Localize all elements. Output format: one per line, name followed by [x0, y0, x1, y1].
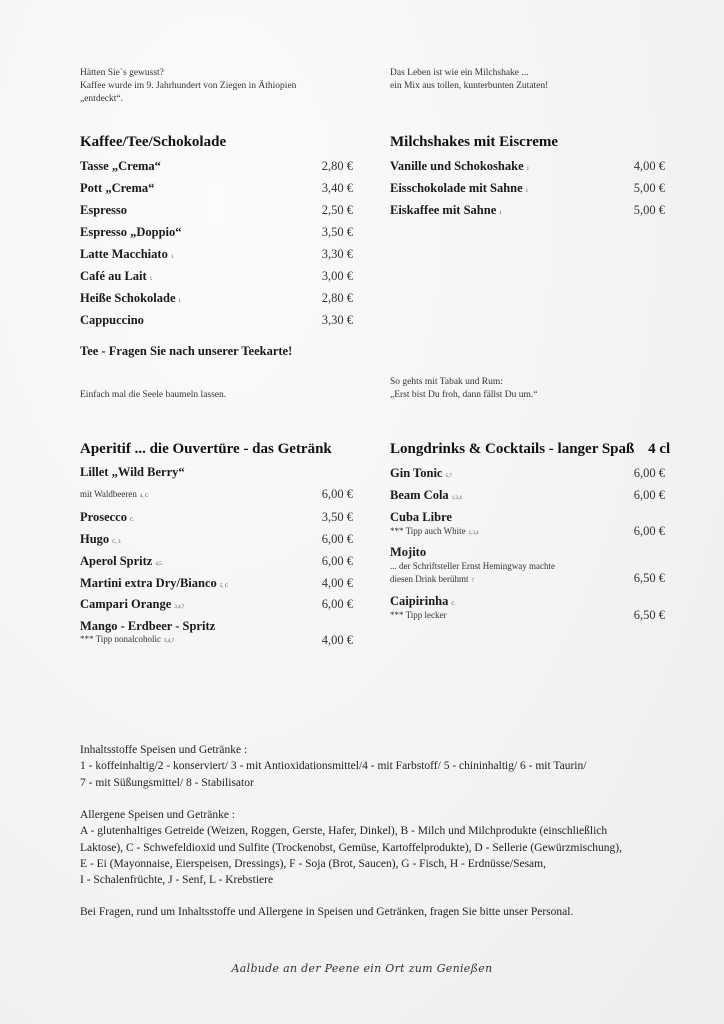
item-price: 2,80 €: [321, 159, 353, 173]
item-name-text: Espresso: [80, 203, 128, 217]
quote-line: So gehts mit Tabak und Rum:: [390, 377, 503, 387]
inhalt-title: Inhaltsstoffe Speisen und Getränke :: [80, 744, 248, 756]
menu-item-name: [390, 466, 452, 481]
item-price: 2,80 €: [321, 291, 353, 305]
item-name-text: Vanille und Schokoshake: [390, 159, 524, 173]
item-additive-codes: C, 3: [112, 540, 121, 545]
menu-item-name: [390, 488, 462, 503]
footer-slogan: Aalbude an der Peene ein Ort zum Genießen: [231, 962, 493, 975]
menu-item-name: [80, 619, 215, 634]
item-name-text: Aperol Spritz: [80, 554, 153, 568]
quote-left: Einfach mal die Seele baumeln lassen.: [80, 390, 227, 400]
item-price: 5,00 €: [633, 203, 665, 217]
item-price: 3,00 €: [321, 269, 353, 283]
item-price: 3,50 €: [321, 510, 353, 524]
section-title-kaffee: Kaffee/Tee/Schokolade: [80, 134, 227, 150]
item-price: 4,00 €: [321, 576, 353, 590]
intro-line: ein Mix aus tollen, kunterbunten Zutaten!: [390, 81, 549, 91]
item-name-text: Mojito: [390, 545, 427, 559]
item-additive-codes: 1,3,4: [451, 496, 462, 501]
item-note-text: diesen Drink berühmt: [390, 574, 469, 584]
menu-item-name: [390, 594, 455, 609]
item-name-text: Heiße Schokolade: [80, 291, 176, 305]
item-price: 6,00 €: [321, 554, 353, 568]
item-additive-codes: 1: [149, 277, 153, 282]
intro-line: Hätten Sie`s gewusst?: [80, 68, 164, 78]
menu-item-note: [80, 634, 174, 644]
item-price: 3,40 €: [321, 181, 353, 195]
menu-item-name: [390, 510, 452, 525]
longdrinks-unit: 4 cl: [648, 441, 671, 457]
item-name-text: Mango - Erdbeer - Spritz: [80, 619, 216, 633]
menu-item-name: [80, 313, 144, 328]
allergene-title: Allergene Speisen und Getränke :: [80, 809, 235, 821]
item-note-text: mit Waldbeeren: [80, 489, 137, 499]
menu-item-name: [80, 203, 127, 218]
item-note-text: *** Tipp nonalcoholic: [80, 634, 162, 644]
menu-item-note: [390, 610, 447, 620]
item-additive-codes: 3,4,7: [174, 605, 185, 610]
menu-item-note: [390, 561, 555, 571]
item-price: 6,00 €: [633, 524, 665, 538]
item-name-text: Tasse „Crema“: [80, 159, 161, 173]
item-name-text: Lillet „Wild Berry“: [80, 465, 185, 479]
menu-item-name: [390, 545, 426, 560]
intro-line: „entdeckt“.: [80, 94, 123, 104]
item-price: 3,30 €: [321, 247, 353, 261]
inhalt-line: 1 - koffeinhaltig/2 - konserviert/ 3 - mit Antioxidationsmittel/4 - mit Farbstoff/ 5 - chininhaltig/ 6 - mit Taurin/: [80, 760, 587, 773]
item-price: 4,00 €: [321, 633, 353, 647]
intro-line: Kaffee wurde im 9. Jahrhundert von Ziegen in Äthiopien: [80, 81, 297, 91]
item-name-text: Hugo: [80, 532, 110, 546]
item-additive-codes: 1: [170, 255, 174, 260]
menu-item-name: [390, 203, 502, 218]
item-price: 5,00 €: [633, 181, 665, 195]
item-additive-codes: C: [451, 602, 455, 607]
item-name-text: Prosecco: [80, 510, 127, 524]
item-price: 2,50 €: [321, 203, 353, 217]
section-title-longdrinks: [390, 441, 670, 458]
allergene-line: I - Schalenfrüchte, J - Senf, L - Krebstiere: [80, 874, 274, 887]
menu-item-name: [80, 291, 181, 306]
item-name-text: Eisschokolade mit Sahne: [390, 181, 523, 195]
item-name-text: Beam Cola: [390, 488, 449, 502]
item-additive-codes: 5,7: [445, 474, 452, 479]
item-name-text: Cappuccino: [80, 313, 144, 327]
item-additive-codes: 4,5: [155, 562, 162, 567]
section-title-aperitif: Aperitif ... die Ouvertüre - das Getränk: [80, 441, 332, 457]
item-name-text: Espresso „Doppio“: [80, 225, 182, 239]
item-additive-codes: 5, C: [219, 584, 229, 589]
intro-right: [390, 67, 548, 93]
item-price: 6,50 €: [633, 608, 665, 622]
item-note-text: ... der Schriftsteller Ernst Hemingway machte: [390, 561, 555, 571]
item-price: 3,50 €: [321, 225, 353, 239]
inhaltsstoffe-block: [80, 742, 586, 791]
inhalt-line: 7 - mit Süßungsmittel/ 8 - Stabilisator: [80, 776, 254, 789]
item-price: 6,50 €: [633, 571, 665, 585]
allergene-block: [80, 807, 622, 888]
item-additive-codes: 1: [178, 299, 181, 304]
item-name-text: Pott „Crema“: [80, 181, 155, 195]
item-price: 4,00 €: [633, 159, 665, 173]
item-name-text: Latte Macchiato: [80, 247, 168, 261]
quote-line: „Erst bist Du froh, dann fällst Du um.“: [390, 390, 538, 400]
item-additive-codes: 3,4,7: [164, 639, 175, 644]
item-name-text: Caipirinha: [390, 594, 449, 608]
menu-item-note: [390, 574, 474, 584]
longdrinks-title-text: Longdrinks & Cocktails - langer Spaß: [390, 441, 635, 457]
item-name-text: Eiskaffee mit Sahne: [390, 203, 497, 217]
item-price: 6,00 €: [321, 597, 353, 611]
menu-item-name: [80, 225, 182, 240]
fragen-note: Bei Fragen, rund um Inhaltsstoffe und Allergene in Speisen und Getränken, fragen Sie bitte unser Personal.: [80, 906, 574, 918]
item-additive-codes: 1,3,4: [468, 531, 479, 536]
quote-right: [390, 376, 538, 402]
menu-item-name: [80, 159, 161, 174]
item-additive-codes: 1: [526, 167, 530, 172]
item-name-text: Campari Orange: [80, 597, 172, 611]
item-additive-codes: 4, C: [139, 494, 149, 499]
intro-line: Das Leben ist wie ein Milchshake ...: [390, 68, 529, 78]
section-title-milchshakes: Milchshakes mit Eiscreme: [390, 134, 559, 150]
tea-note: Tee - Fragen Sie nach unserer Teekarte!: [80, 344, 293, 358]
menu-item-name: [80, 554, 162, 569]
menu-item-name: [80, 181, 154, 196]
item-price: 6,00 €: [633, 488, 665, 502]
menu-item-name: [80, 532, 121, 547]
item-note-text: *** Tipp auch White: [390, 526, 466, 536]
item-name-text: Gin Tonic: [390, 466, 443, 480]
menu-item-name: [80, 510, 133, 525]
allergene-line: E - Ei (Mayonnaise, Eierspeisen, Dressings), F - Soja (Brot, Saucen), G - Fisch, H - Erdnüsse/Sesam,: [80, 857, 546, 870]
item-additive-codes: 7: [471, 579, 474, 584]
menu-item-name: [80, 465, 185, 480]
menu-item-name: [80, 576, 228, 591]
item-note-text: *** Tipp lecker: [390, 610, 447, 620]
allergene-line: Laktose), C - Schwefeldioxid und Sulfite (Trockenobst, Gemüse, Kartoffelprodukte), D - Sellerie (Gewürzmischung),: [80, 841, 622, 854]
item-additive-codes: 1: [525, 189, 529, 194]
item-additive-codes: 1: [499, 211, 502, 216]
intro-left: [80, 67, 296, 106]
menu-item-note: [390, 526, 479, 536]
item-name-text: Cuba Libre: [390, 510, 452, 524]
item-price: 3,30 €: [321, 313, 353, 327]
menu-item-name: [80, 597, 184, 612]
item-name-text: Café au Lait: [80, 269, 147, 283]
menu-item-note: [80, 489, 148, 499]
item-price: 6,00 €: [321, 532, 353, 546]
allergene-line: A - glutenhaltiges Getreide (Weizen, Roggen, Gerste, Hafer, Dinkel), B - Milch und Milchprodukte (einschließlich: [80, 825, 608, 838]
item-additive-codes: C: [129, 518, 134, 523]
item-name-text: Martini extra Dry/Bianco: [80, 576, 217, 590]
item-price: 6,00 €: [633, 466, 665, 480]
menu-item-name: [80, 247, 173, 262]
item-price: 6,00 €: [321, 487, 353, 501]
menu-item-name: [390, 181, 528, 196]
menu-item-name: [390, 159, 529, 174]
menu-item-name: [80, 269, 152, 284]
